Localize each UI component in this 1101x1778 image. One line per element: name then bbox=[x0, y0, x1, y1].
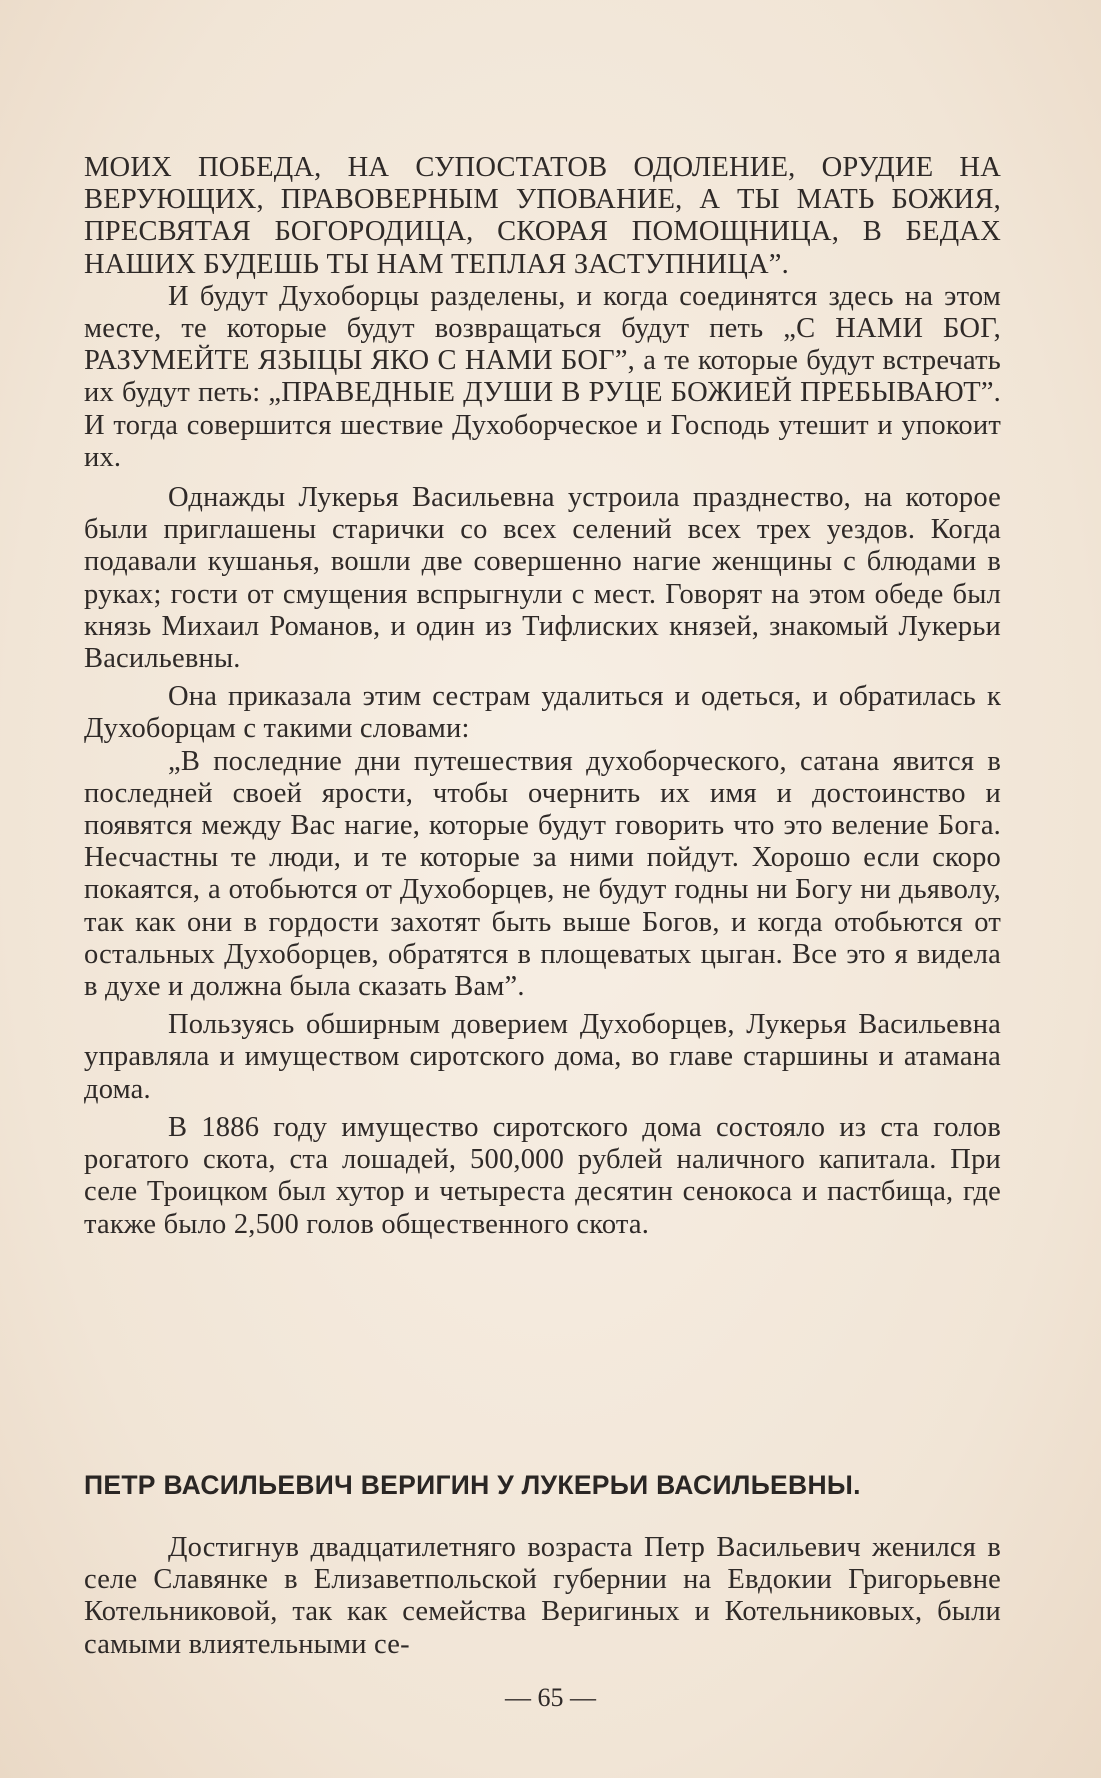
paragraph-doukhobors-divided: И будут Духоборцы разделены, и когда соединятся здесь на этом месте, те которые будут возвращаться будут петь „С НАМИ БОГ, РАЗУМЕЙТЕ ЯЗЫЦЫ ЯКО С НАМИ БОГ”, а те которые будут встречать их будут петь: „ПРАВЕДНЫЕ ДУШИ В РУЦЕ БОЖИЕЙ ПРЕБЫВАЮТ”. И тогда совершится шествие Духоборческое и Господь утешит и упокоит их. bbox=[84, 280, 1001, 473]
text-block-bottom bbox=[84, 1532, 1001, 1661]
paragraph-order-to-sisters: Она приказала этим сестрам удалиться и одеться, и обратилась к Духоборцам с такими словами: bbox=[84, 681, 1001, 745]
section-heading: ПЕТР ВАСИЛЬЕВИЧ ВЕРИГИН У ЛУКЕРЬИ ВАСИЛЬЕВНЫ. bbox=[84, 1470, 861, 1500]
paragraph-marriage: Достигнув двадцатилетняго возраста Петр Васильевич женился в селе Славянке в Елизаветпольской губернии на Евдокии Григорьевне Котельниковой, так как семейства Веригиных и Котельниковых, были самыми влиятельными се- bbox=[84, 1532, 1001, 1660]
paragraph-property-1886: В 1886 году имущество сиротского дома состояло из ста голов рогатого скота, ста лошадей, 500,000 рублей наличного капитала. При селе Троицком был хутор и четыреста десятин сенокоса и пастбища, где также было 2,500 голов общественного скота. bbox=[84, 1111, 1001, 1240]
page-number: — 65 — bbox=[505, 1683, 596, 1712]
text-block-top bbox=[84, 152, 1001, 1241]
paragraph-celebration: Однажды Лукерья Васильевна устроила празднество, на которое были приглашены старички со всех селений всех трех уездов. Когда подавали кушанья, вошли две совершенно нагие женщины с блюдами в руках; гости от смущения вспрыгнули с мест. Говорят на этом обеде был князь Михаил Романов, и один из Тифлиских князей, знакомый Лукерьи Васильевны. bbox=[84, 482, 1001, 675]
paragraph-prayer-end: МОИХ ПОБЕДА, НА СУПОСТАТОВ ОДОЛЕНИЕ, ОРУДИЕ НА ВЕРУЮЩИХ, ПРАВОВЕРНЫМ УПОВАНИЕ, А ТЫ МАТЬ БОЖИЯ, ПРЕСВЯТАЯ БОГОРОДИЦА, СКОРАЯ ПОМОЩНИЦА, В БЕДАХ НАШИХ БУДЕШЬ ТЫ НАМ ТЕПЛАЯ ЗАСТУПНИЦА”. bbox=[84, 152, 1001, 280]
paragraph-trust: Пользуясь обширным доверием Духоборцев, Лукерья Васильевна управляла и имуществом сиротского дома, во главе старшины и атамана дома. bbox=[84, 1009, 1001, 1105]
paragraph-prophecy-quote: „В последние дни путешествия духоборческого, сатана явится в последней своей ярости, чтобы очернить их имя и достоинство и появятся между Вас нагие, которые будут говорить что это веление Бога. Несчастны те люди, и те которые за ними пойдут. Хорошо если скоро покаятся, а отобьются от Духоборцев, не будут годны ни Богу ни дьяволу, так как они в гордости захотят быть выше Богов, и когда отобьются от остальных Духоборцев, обратятся в площеватых цыган. Все это я видела в духе и должна была сказать Вам”. bbox=[84, 745, 1001, 1003]
